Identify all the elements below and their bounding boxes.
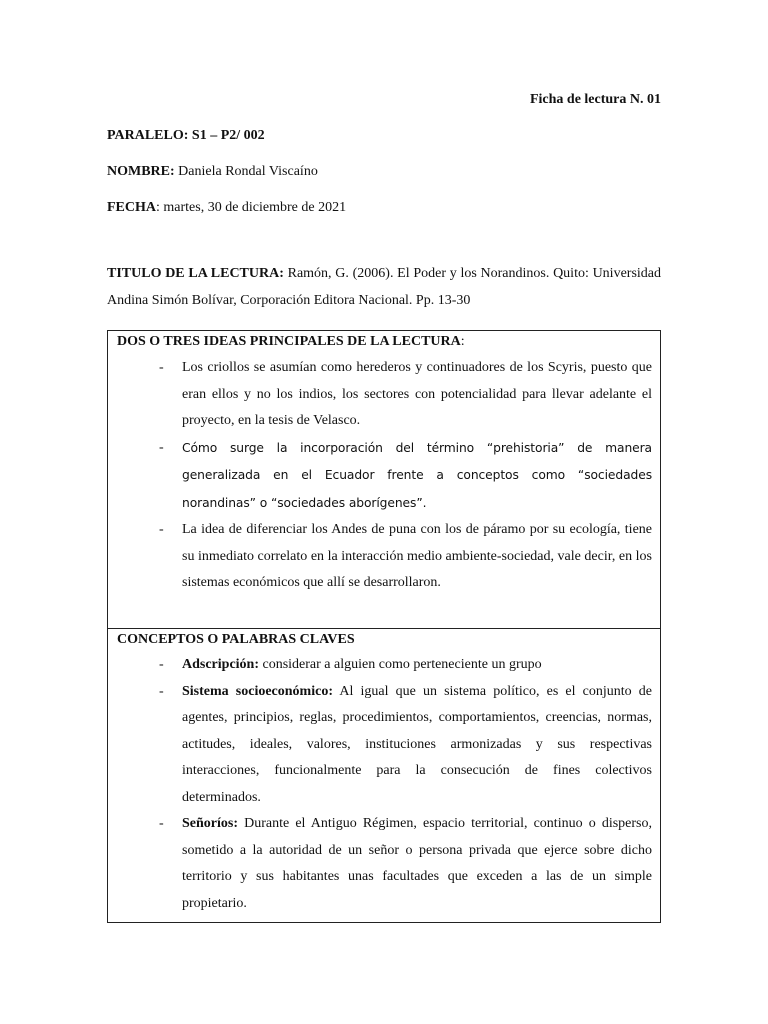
list-item [108, 652, 660, 679]
concept-term: Adscripción: [182, 657, 259, 672]
list-item [108, 435, 660, 518]
fecha-field [107, 200, 346, 216]
list-item [108, 811, 660, 917]
bullet-dash: - [159, 683, 164, 699]
titulo-value: Ramón, G. (2006). El Poder y los Norandinos. Quito: Universidad Andina Simón Bolívar, Corporación Editora Nacional. Pp. 13-30 [107, 266, 661, 308]
ideas-list [108, 355, 660, 597]
concept-term: Sistema socioeconómico: [182, 683, 333, 699]
bullet-dash: - [159, 439, 164, 455]
idea-text: Cómo surge la incorporación del término “prehistoria” de manera generalizada en el Ecuador frente a conceptos como “sociedades norandinas” o “sociedades aborígenes”. [182, 440, 652, 510]
conceptos-heading: CONCEPTOS O PALABRAS CLAVES [117, 632, 355, 647]
concept-definition: Durante el Antiguo Régimen, espacio territorial, continuo o disperso, sometido a la autoridad de un señor o persona privada que ejerce sobre dicho territorio y sus habitantes unas facultades que exceden a las de un simple propietario. [182, 816, 652, 911]
bullet-dash: - [159, 816, 164, 831]
fecha-label: FECHA [107, 200, 156, 215]
conceptos-list [108, 652, 660, 917]
concept-definition: Al igual que un sistema político, es el conjunto de agentes, principios, reglas, procedimientos, comportamientos, creencias, normas, actitudes, ideales, valores, instituciones armonizadas y sus respectivas interacciones, funcionalmente para la consecución de fines colectivos determinados. [182, 683, 652, 805]
list-item [108, 355, 660, 435]
ideas-heading [117, 334, 465, 350]
list-item [108, 517, 660, 597]
paralelo-field: PARALELO: S1 – P2/ 002 [107, 128, 265, 143]
fecha-value: : martes, 30 de diciembre de 2021 [156, 200, 347, 215]
ideas-principales-box [107, 330, 661, 629]
titulo-lectura [107, 260, 661, 314]
list-item [108, 679, 660, 812]
conceptos-box [107, 628, 661, 923]
nombre-label: NOMBRE: [107, 164, 175, 179]
ideas-heading-text: DOS O TRES IDEAS PRINCIPALES DE LA LECTURA [117, 334, 461, 349]
concept-term: Señoríos: [182, 816, 238, 831]
bullet-dash: - [159, 657, 164, 672]
nombre-value: Daniela Rondal Viscaíno [174, 164, 318, 179]
idea-text: Los criollos se asumían como herederos y continuadores de los Scyris, puesto que eran ellos y no los indios, los sectores con potencialidad para llevar adelante el proyecto, en la tesis de Velasco. [182, 360, 652, 428]
idea-text: La idea de diferenciar los Andes de puna con los de páramo por su ecología, tiene su inmediato correlato en la interacción medio ambiente-sociedad, vale decir, en los sistemas económicos que allí se desarrollaron. [182, 522, 652, 590]
concept-definition: considerar a alguien como perteneciente un grupo [259, 657, 542, 672]
ficha-number: Ficha de lectura N. 01 [529, 92, 661, 107]
ideas-heading-colon: : [460, 334, 465, 349]
bullet-dash: - [159, 360, 164, 375]
bullet-dash: - [159, 522, 164, 537]
titulo-label: TITULO DE LA LECTURA: [107, 266, 284, 281]
nombre-field [107, 164, 318, 180]
